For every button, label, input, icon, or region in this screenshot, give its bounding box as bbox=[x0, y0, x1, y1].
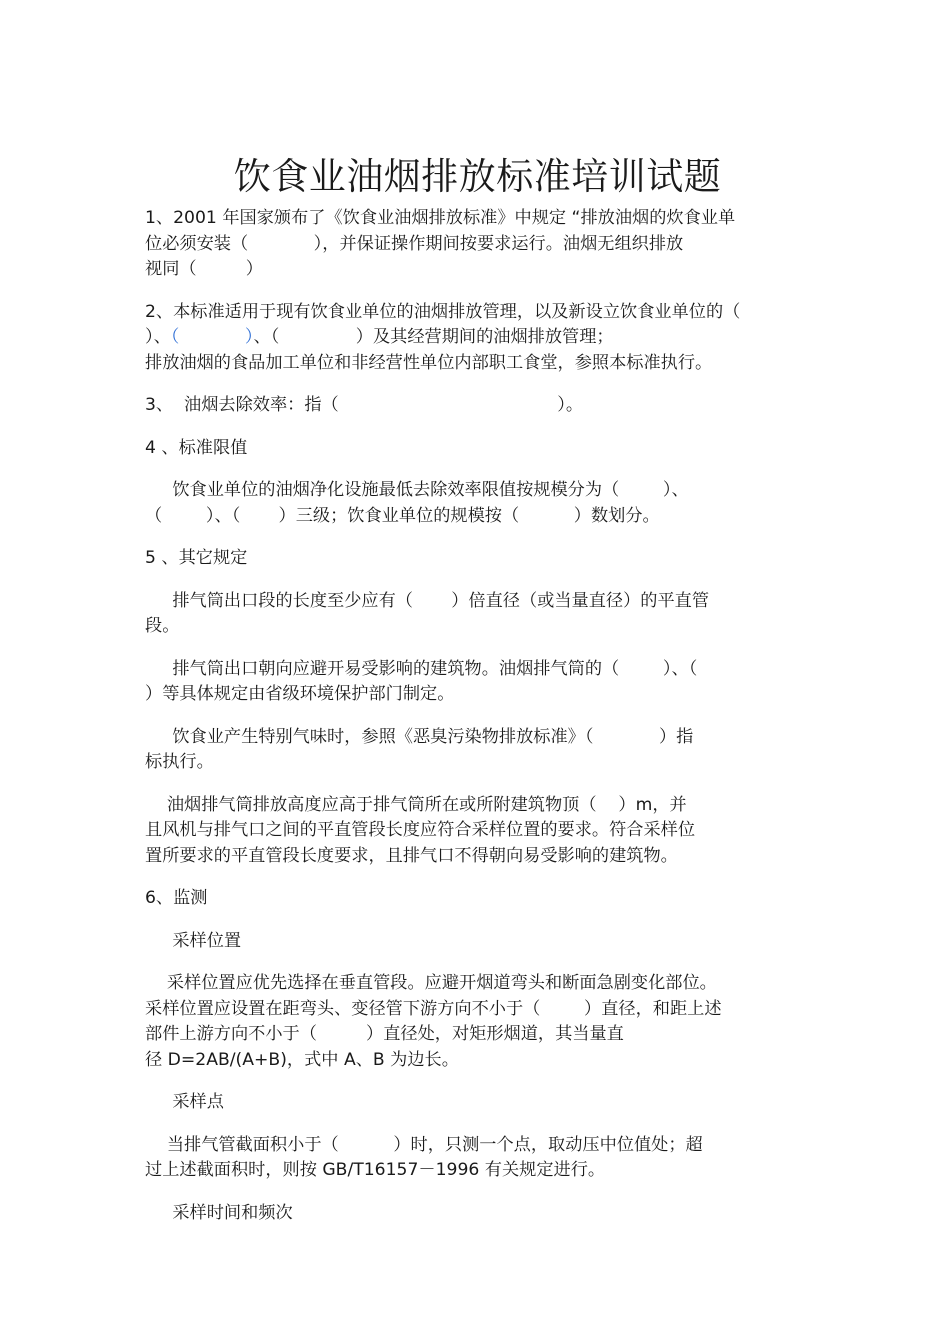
q5-p1-line-1: 排气筒出口段的长度至少应有（ ）倍直径（或当量直径）的平直管 bbox=[145, 590, 710, 611]
q1-line-1: 1、2001 年国家颁布了《饮食业油烟排放标准》中规定 “排放油烟的炊食业单 bbox=[145, 208, 736, 228]
q6-s1-line-1: 采样位置应优先选择在垂直管段。应避开烟道弯头和断面急剧变化部位。 bbox=[145, 973, 717, 993]
q5-p2-line-1: 排气筒出口朝向应避开易受影响的建筑物。油烟排气筒的（ ）、（ bbox=[145, 658, 698, 679]
q2-line-2-end: 、（ ）及其经营期间的油烟排放管理； bbox=[253, 327, 614, 347]
q6-sub-sampling-position: 采样位置 bbox=[145, 930, 242, 951]
q6-s2-line-2: 过上述截面积时，则按 GB/T16157－1996 有关规定进行。 bbox=[145, 1160, 606, 1180]
q2-line-3: 排放油烟的食品加工单位和非经营性单位内部职工食堂，参照本标准执行。 bbox=[145, 352, 713, 373]
q4-line-1: 饮食业单位的油烟净化设施最低去除效率限值按规模分为（ ）、 bbox=[145, 480, 689, 500]
document-page bbox=[145, 148, 810, 1226]
q2-blank-link: （ ） bbox=[170, 327, 254, 347]
question-2 bbox=[145, 300, 810, 377]
q1-line-3: 视同（ ） bbox=[145, 259, 263, 279]
q6-heading: 6、监测 bbox=[145, 888, 208, 908]
q1-line-2: 位必须安装（ ），并保证操作期间按要求运行。油烟无组织排放 bbox=[145, 233, 684, 254]
q5-p4-line-2: 且风机与排气口之间的平直管段长度应符合采样位置的要求。符合采样位 bbox=[145, 820, 696, 840]
question-5 bbox=[145, 546, 810, 869]
q5-p4-line-1: 油烟排气筒排放高度应高于排气筒所在或所附建筑物顶（ ）m，并 bbox=[145, 794, 687, 815]
q4-line-2: （ ）、（ ）三级；饮食业单位的规模按（ ）数划分。 bbox=[145, 505, 660, 526]
q3-line-1: 3、 油烟去除效率：指（ ）。 bbox=[145, 395, 584, 415]
q6-s1-line-4: 径 D=2AB/(A+B)，式中 A、B 为边长。 bbox=[145, 1049, 459, 1070]
q6-s1-line-2: 采样位置应设置在距弯头、变径管下游方向不小于（ ）直径，和距上述 bbox=[145, 998, 722, 1019]
q5-heading: 5 、其它规定 bbox=[145, 548, 248, 568]
q5-p4-line-3: 置所要求的平直管段长度要求，且排气口不得朝向易受影响的建筑物。 bbox=[145, 845, 678, 866]
q5-p2-line-2: ）等具体规定由省级环境保护部门制定。 bbox=[145, 684, 455, 704]
q6-sub-sampling-time: 采样时间和频次 bbox=[145, 1202, 293, 1223]
q6-s2-line-1: 当排气管截面积小于（ ）时，只测一个点，取动压中位值处；超 bbox=[145, 1134, 703, 1155]
question-3 bbox=[145, 393, 810, 419]
q6-s1-line-3: 部件上游方向不小于（ ）直径处，对矩形烟道，其当量直 bbox=[145, 1024, 624, 1044]
question-6 bbox=[145, 886, 810, 1226]
question-1 bbox=[145, 206, 810, 283]
q4-heading: 4 、标准限值 bbox=[145, 437, 248, 458]
q2-line-1: 2、本标准适用于现有饮食业单位的油烟排放管理，以及新设立饮食业单位的（ bbox=[145, 301, 741, 322]
question-4 bbox=[145, 436, 810, 530]
q2-line-2 bbox=[145, 325, 810, 351]
page-title: 饮食业油烟排放标准培训试题 bbox=[233, 155, 722, 198]
q6-sub-sampling-point: 采样点 bbox=[145, 1092, 224, 1112]
q5-p1-line-2: 段。 bbox=[145, 616, 180, 636]
q5-p3-line-2: 标执行。 bbox=[145, 752, 214, 772]
q5-p3-line-1: 饮食业产生特别气味时，参照《恶臭污染物排放标准》（ ）指 bbox=[145, 726, 694, 747]
q2-line-2-start: ）、 bbox=[145, 327, 171, 347]
